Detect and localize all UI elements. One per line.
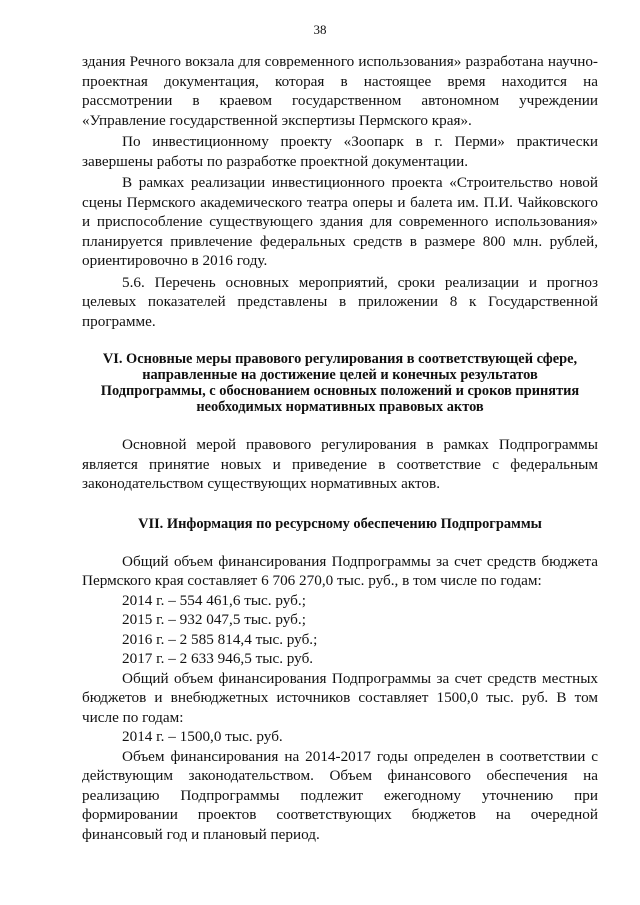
funding-year-line: 2017 г. – 2 633 946,5 тыс. руб.: [122, 650, 314, 667]
section-7-paragraph-3: Объем финансирования на 2014-2017 годы определен в соответствии с действующим законодательством. Объем финансового обеспечения на реализацию Подпрограммы подлежит ежегодному уточнению при формировании проектов соответствующих бюджетов на очередной финансовый год и плановый период.: [82, 747, 598, 843]
section-6-heading-line-3: Подпрограммы, с обоснованием основных положений и сроков принятия: [100, 383, 580, 399]
section-6-heading-line-2: направленные на достижение целей и конечных результатов: [142, 367, 538, 383]
section-7-heading: VII. Информация по ресурсному обеспечению Подпрограммы: [138, 515, 542, 532]
section-7-paragraph-2: Общий объем финансирования Подпрограммы за счет средств местных бюджетов и внебюджетных источников составляет 1500,0 тыс. руб. В том числе по годам:: [82, 669, 598, 726]
intro-paragraph-4: 5.6. Перечень основных мероприятий, сроки реализации и прогноз целевых показателей представлены в приложении 8 к Государственной программе.: [82, 273, 598, 330]
section-6-heading-line-4: необходимых нормативных правовых актов: [196, 399, 484, 415]
page-number: 38: [313, 22, 327, 37]
page-content: [82, 52, 598, 844]
local-funding-year-line: 2014 г. – 1500,0 тыс. руб.: [122, 728, 283, 745]
section-7-paragraph-1: Общий объем финансирования Подпрограммы за счет средств бюджета Пермского края составляет 6 706 270,0 тыс. руб., в том числе по годам:: [82, 552, 598, 589]
funding-year-line: 2016 г. – 2 585 814,4 тыс. руб.;: [122, 630, 318, 648]
funding-year-line: 2014 г. – 554 461,6 тыс. руб.;: [122, 591, 306, 609]
intro-paragraph-1: здания Речного вокзала для современного использования» разработана научно-проектная документация, которая в настоящее время находится на рассмотрении в краевом государственном автономном учреждении «Управление государственной экспертизы Пермского края».: [82, 53, 598, 129]
funding-year-line: 2015 г. – 932 047,5 тыс. руб.;: [122, 611, 306, 628]
section-6-heading-line-1: VI. Основные меры правового регулирования в соответствующей сфере,: [102, 351, 578, 367]
section-6-heading: [82, 351, 598, 415]
intro-paragraph-3: В рамках реализации инвестиционного проекта «Строительство новой сцены Пермского академического театра оперы и балета им. П.И. Чайковского и приспособление существующего здания для современного использования» планируется привлечение федеральных средств в размере 800 млн. рублей, ориентировочно в 2016 году.: [82, 174, 598, 269]
intro-paragraph-2: По инвестиционному проекту «Зоопарк в г. Перми» практически завершены работы по разработке проектной документации.: [82, 133, 598, 170]
section-6-paragraph: Основной мерой правового регулирования в рамках Подпрограммы является принятие новых и приведение в соответствие с федеральным законодательством существующих нормативных актов.: [82, 436, 598, 492]
